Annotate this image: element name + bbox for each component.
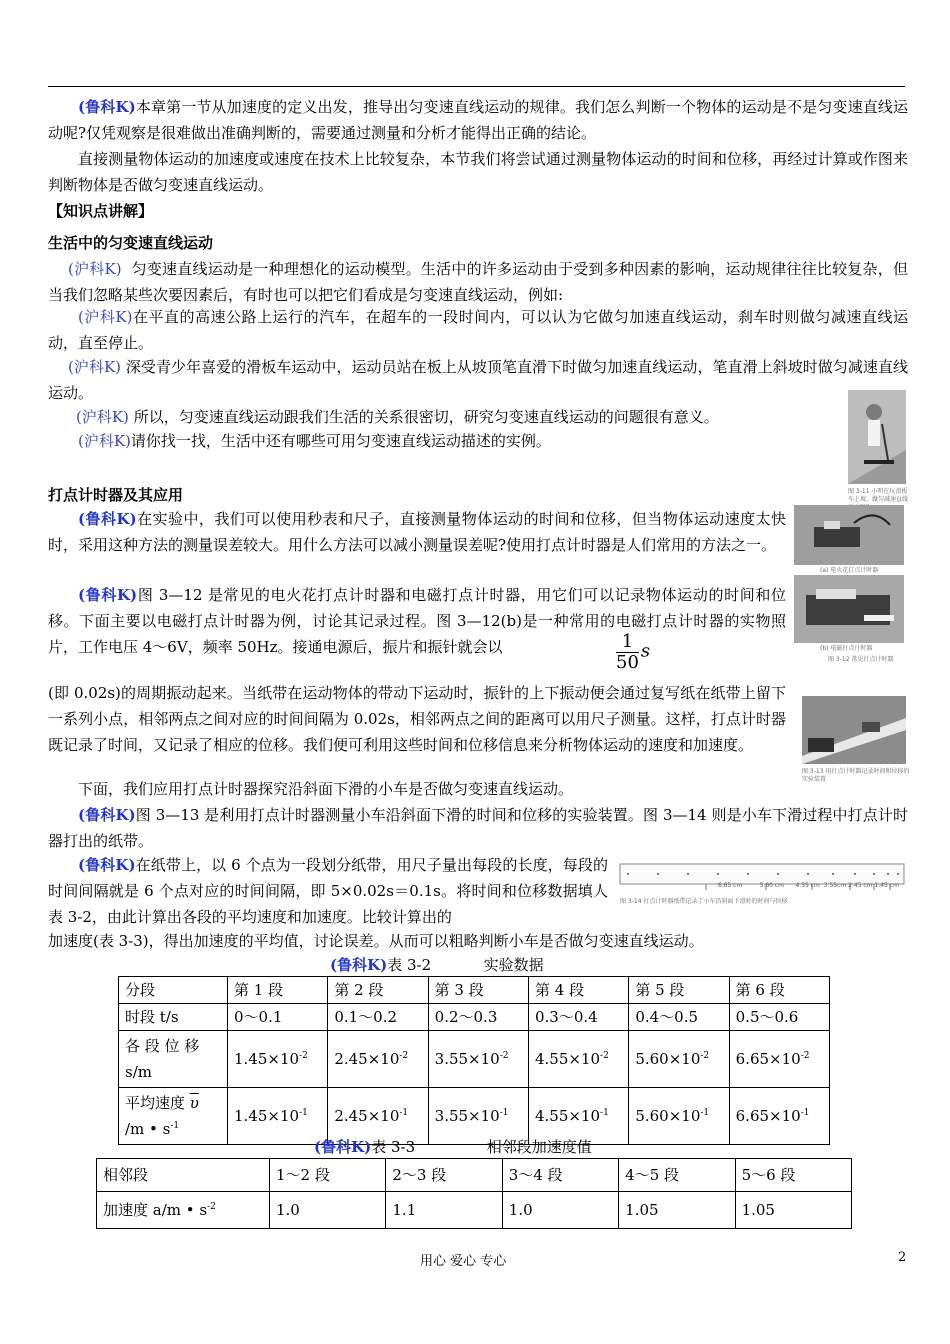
electromagnetic-timer-photo [794,575,904,643]
skateboard-photo [848,390,906,484]
footer-motto: 用心 爱心 专心 [420,1254,507,1269]
table-cell: 第 1 段 [228,977,328,1004]
table-row [97,1159,852,1192]
source-tag: (沪科K) [78,432,131,450]
source-tag: (鲁科K) [330,956,388,974]
table1-title: 实验数据 [483,956,544,974]
table1-caption [330,954,544,975]
table-cell: 第 2 段 [328,977,428,1004]
fig313-caption: 图 3-13 用打点计时器记录时间和位移的实验装置 [802,768,910,783]
incline-setup-photo [802,696,906,764]
p12-text: 在纸带上，以 6 个点为一段划分纸带，用尺子量出每段的长度，每段的时间间隔就是 6 个点对应的时间间隔，即 5×0.02s＝0.1s。将时间和位移数据填人表 3-2，由此计算出各段的平均速度和加速度。比较计算出的 [48,856,608,926]
paragraph-p10 [48,776,908,802]
table-cell: $2.45\times 10^{-2}$ [328,1031,428,1088]
table-cell: $1.45\times 10^{-1}$ [228,1088,328,1145]
velocity-symbol: $\overline{\upsilon}$ [189,1094,199,1112]
paragraph-p12 [48,852,608,930]
spark-timer-icon [794,505,904,565]
table-experiment-data [118,976,830,1145]
table-cell: 加速度 a/m • $s^{-2}$ [97,1192,270,1229]
table-cell: $4.55\times 10^{-2}$ [528,1031,628,1088]
source-tag: (沪科K) [68,260,122,278]
table-cell: 1.0 [270,1192,386,1229]
row-label: 平均速度 [125,1094,186,1112]
source-tag: (鲁科K) [78,586,138,604]
electromagnetic-timer-icon [794,575,904,643]
top-rule [48,86,905,87]
table-cell: 1.05 [619,1192,735,1229]
table-cell: 1.0 [502,1192,618,1229]
p9b-text: (即 0.02s)的周期振动起来。当纸带在运动物体的带动下运动时，振针的上下振动便会通过复写纸在纸带上留下一系列小点，相邻两点之间对应的时间间隔为 0.02s，相邻两点之间的距离可以用尺子测量。这样，打点计时器既记录了时间，又记录了相应的位移。我们便可利用这些时间和位移信息来分析物体运动的速度和加速度。 [48,684,786,754]
heading-daily-motion: 生活中的匀变速直线运动 [48,234,214,252]
table-cell: 第 4 段 [528,977,628,1004]
p4-text: 在平直的高速公路上运行的汽车，在超车的一段时间内，可以认为它做匀加速直线运动，刹车时则做匀减速直线运动，直至停止。 [48,308,908,352]
table-cell: 1.1 [386,1192,502,1229]
row-label: 各 段 位 移 [125,1037,200,1055]
source-tag: (沪科K) [76,408,129,426]
fig314-caption: 图 3-14 打点计时器纸带记录了小车沿斜面下滑时的时间与位移 [620,898,788,905]
paragraph-p11 [48,802,908,854]
paragraph-p7 [48,428,788,454]
table-cell: 1.05 [735,1192,851,1229]
row-label-unit: /m • s [125,1120,171,1138]
table-cell: 0.5～0.6 [729,1004,829,1031]
paragraph-p3 [48,256,908,308]
table-cell: $1.45\times 10^{-2}$ [228,1031,328,1088]
p6-text: 所以，匀变速直线运动跟我们生活的关系很密切，研究匀变速直线运动的问题很有意义。 [128,408,719,426]
tape-label: 4.55 cm [795,882,820,889]
paragraph-p9b [48,650,786,676]
table-cell: $3.55\times 10^{-2}$ [428,1031,528,1088]
section-heading: 【知识点讲解】 [48,202,154,220]
table2-caption [314,1136,592,1157]
paper-tape-figure [618,862,906,916]
table-cell: 第 5 段 [629,977,729,1004]
p10-text: 下面，我们应用打点计时器探究沿斜面下滑的小车是否做匀变速直线运动。 [78,780,574,798]
tape-label: 3.55cm [823,882,847,889]
p2-text: 直接测量物体运动的加速度或速度在技术上比较复杂，本节我们将尝试通过测量物体运动的时间和位移，再经过计算或作图来判断物体是否做匀变速直线运动。 [48,150,908,194]
table-cell: $2.45\times 10^{-1}$ [328,1088,428,1145]
fig312-title-caption: 图 3-12 常见打点计时器 [828,656,894,663]
table-cell: 0.3～0.4 [528,1004,628,1031]
fraction-numerator: 1 [616,632,639,653]
table-cell: 4～5 段 [619,1159,735,1192]
table-cell: $4.55\times 10^{-1}$ [528,1088,628,1145]
heading-timer: 打点计时器及其应用 [48,486,184,504]
table-cell: $3.55\times 10^{-1}$ [428,1088,528,1145]
table-cell: 第 3 段 [428,977,528,1004]
table-row [97,1192,852,1229]
table-cell: 第 6 段 [729,977,829,1004]
table-cell: $5.60\times 10^{-1}$ [629,1088,729,1145]
tape-labels [718,882,899,889]
table-row [119,1031,830,1088]
p5-text: 深受青少年喜爱的滑板车运动中，运动员站在板上从坡顶笔直滑下时做匀加速直线运动，笔直滑上斜坡时做匀减速直线运动。 [48,358,908,402]
table-cell: 分段 [119,977,228,1004]
fraction-denominator: 50 [616,652,639,673]
paragraph-p5 [48,354,908,406]
table-cell: 时段 t/s [119,1004,228,1031]
tape-label: 2.45 cm [848,882,873,889]
fig312a-caption: (a) 电火花打点计时器 [820,567,879,574]
table-cell: 0.4～0.5 [629,1004,729,1031]
p1-text: 本章第一节从加速度的定义出发，推导出匀变速直线运动的规律。我们怎么判断一个物体的运动是不是匀变速直线运动呢?仅凭观察是很难做出准确判断的，需要通过测量和分析才能得出正确的结论。 [48,98,908,142]
table2-title: 相邻段加速度值 [486,1138,592,1156]
source-tag: (沪科K) [68,358,122,376]
table-acceleration [96,1158,852,1229]
paragraph-p4 [48,304,908,356]
p9a-text: 图 3—12 是常见的电火花打点计时器和电磁打点计时器，用它们可以记录物体运动的时间和位移。下面主要以电磁打点计时器为例，讨论其记录过程。图 3—12(b)是一种常用的电磁打点计时器的实物照片，工作电压 4～6V，频率 50Hz。接通电源后，振片和振针就会以 [48,586,787,656]
paragraph-p9b-body [48,680,786,758]
table-cell: 1～2 段 [270,1159,386,1192]
source-tag: (鲁科K) [78,510,137,528]
intro-paragraph [48,94,908,146]
table-row [119,1004,830,1031]
paragraph-p6 [48,404,788,430]
p13-text: 加速度(表 3-3)，得出加速度的平均值，讨论误差。从而可以粗略判断小车是否做匀变速直线运动。 [48,932,704,950]
source-tag: (鲁科K) [78,98,136,116]
paragraph-p13 [48,928,908,954]
p3-text: 匀变速直线运动是一种理想化的运动模型。生活中的许多运动由于受到多种因素的影响，运动规律往往比较复杂，但当我们忽略某些次要因素后，有时也可以把它们看成是匀变速直线运动，例如: [48,260,908,304]
spark-timer-photo [794,505,904,565]
table-row [119,977,830,1004]
table-cell: 3～4 段 [502,1159,618,1192]
fig311-caption: 图 3-11 小明在玩滑板车上坡，做匀减速直线 [848,488,909,503]
tape-label: 6.65 cm [718,882,743,889]
row-label-unit: s/m [125,1063,152,1081]
table-cell [119,1031,228,1088]
p7-text: 请你找一找，生活中还有哪些可用匀变速直线运动描述的实例。 [130,432,551,450]
incline-setup-icon [802,696,906,764]
page-number: 2 [898,1250,907,1265]
table-cell: 0.1～0.2 [328,1004,428,1031]
table-cell: 2～3 段 [386,1159,502,1192]
table-cell: 平均速度 $\overline{\upsilon}$ /m • $s^{-1}$ [119,1088,228,1145]
table-cell: 0～0.1 [228,1004,328,1031]
tape-label: 5.60 cm [759,882,785,889]
table-cell: $6.65\times 10^{-1}$ [729,1088,829,1145]
fraction-period [614,632,650,673]
source-tag: (鲁科K) [78,806,136,824]
source-tag: (沪科K) [78,308,133,326]
table2-caption-text: 表 3-3 [371,1138,416,1156]
table-cell: 5～6 段 [735,1159,851,1192]
paragraph-p8 [48,506,786,558]
paragraph-p9a [48,582,786,660]
p8-text: 在实验中，我们可以使用秒表和尺子，直接测量物体运动的时间和位移，但当物体运动速度太快时，采用这种方法的测量误差较大。用什么方法可以减小测量误差呢?使用打点计时器是人们常用的方法之一。 [48,510,786,554]
table-cell: 相邻段 [97,1159,270,1192]
table-cell: $5.60\times 10^{-2}$ [629,1031,729,1088]
skateboard-illustration-icon [848,390,906,484]
table-cell: 0.2～0.3 [428,1004,528,1031]
table-cell: $6.65\times 10^{-2}$ [729,1031,829,1088]
fraction-unit: s [640,640,651,662]
p11-text: 图 3—13 是利用打点计时器测量小车沿斜面下滑的时间和位移的实验装置。图 3—14 则是小车下滑过程中打点计时器打出的纸带。 [48,806,909,850]
source-tag: (鲁科K) [78,856,136,874]
tape-label: 1.45 cm [874,882,899,889]
table1-caption-text: 表 3-2 [387,956,432,974]
intro-paragraph-2 [48,146,908,198]
fig312b-caption: (b) 电磁打点计时器 [820,645,873,652]
source-tag: (鲁科K) [314,1138,372,1156]
